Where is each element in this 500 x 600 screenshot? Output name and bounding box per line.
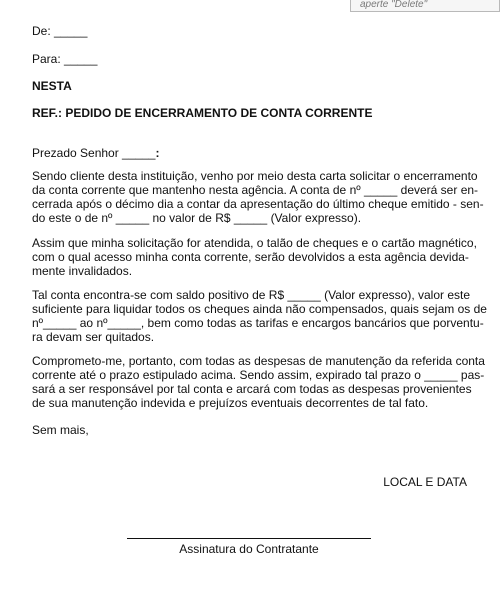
paragraph-2 xyxy=(32,236,477,278)
paragraph-line: mente invalidados. xyxy=(32,264,133,278)
nesta-heading: NESTA xyxy=(32,79,72,93)
paragraph-3 xyxy=(32,288,487,344)
paragraph-line: ra devam ser quitados. xyxy=(32,330,155,344)
signature-label: Assinatura do Contratante xyxy=(179,542,319,556)
paragraph-line: Comprometo-me, portanto, com todas as despesas de manutenção da referida conta xyxy=(32,354,485,368)
paragraph-1 xyxy=(32,169,484,225)
paragraph-line: corrente até o prazo estipulado acima. Sendo assim, expirado tal prazo o _____ pas- xyxy=(32,368,485,382)
paragraph-line: da conta corrente que mantenho nesta agência. A conta de nº _____ deverá ser en- xyxy=(32,183,479,197)
paragraph-line: suficiente para liquidar todos os cheques ainda não compensados, quais sejam os de xyxy=(32,302,487,316)
reference-line: REF.: PEDIDO DE ENCERRAMENTO DE CONTA CORRENTE xyxy=(32,106,373,120)
salutation xyxy=(32,146,159,160)
paragraph-line: de sua manutenção indevida e prejuízos eventuais decorrentes de tal fato. xyxy=(32,396,429,410)
salutation-colon: : xyxy=(155,146,160,160)
tooltip-hint: aperte "Delete" xyxy=(350,0,500,12)
signature-line xyxy=(127,538,371,539)
paragraph-line: do este o de nº _____ no valor de R$ _____ (Valor expresso). xyxy=(32,211,362,225)
paragraph-line: Sendo cliente desta instituição, venho por meio desta carta solicitar o encerramento xyxy=(32,169,478,183)
paragraph-line: cerrada após o décimo dia a contar da apresentação do último cheque emitido - sen- xyxy=(32,197,484,211)
from-line: De: _____ xyxy=(32,24,88,38)
paragraph-line: com o qual acesso minha conta corrente, serão devolvidos a esta agência devida- xyxy=(32,250,469,264)
salutation-text: Prezado Senhor _____ xyxy=(32,146,156,160)
local-and-date: LOCAL E DATA xyxy=(383,475,467,489)
paragraph-line: Assim que minha solicitação for atendida, o talão de cheques e o cartão magnético, xyxy=(32,236,477,250)
to-line: Para: _____ xyxy=(32,52,98,66)
closing: Sem mais, xyxy=(32,423,89,437)
paragraph-line: Tal conta encontra-se com saldo positivo de R$ _____ (Valor expresso), valor este xyxy=(32,288,471,302)
paragraph-4 xyxy=(32,354,485,410)
paragraph-line: sará a ser responsável por tal conta e arcará com todas as despesas provenientes xyxy=(32,382,472,396)
paragraph-line: nº_____ ao nº_____, bem como todas as tarifas e encargos bancários que porventu- xyxy=(32,316,484,330)
